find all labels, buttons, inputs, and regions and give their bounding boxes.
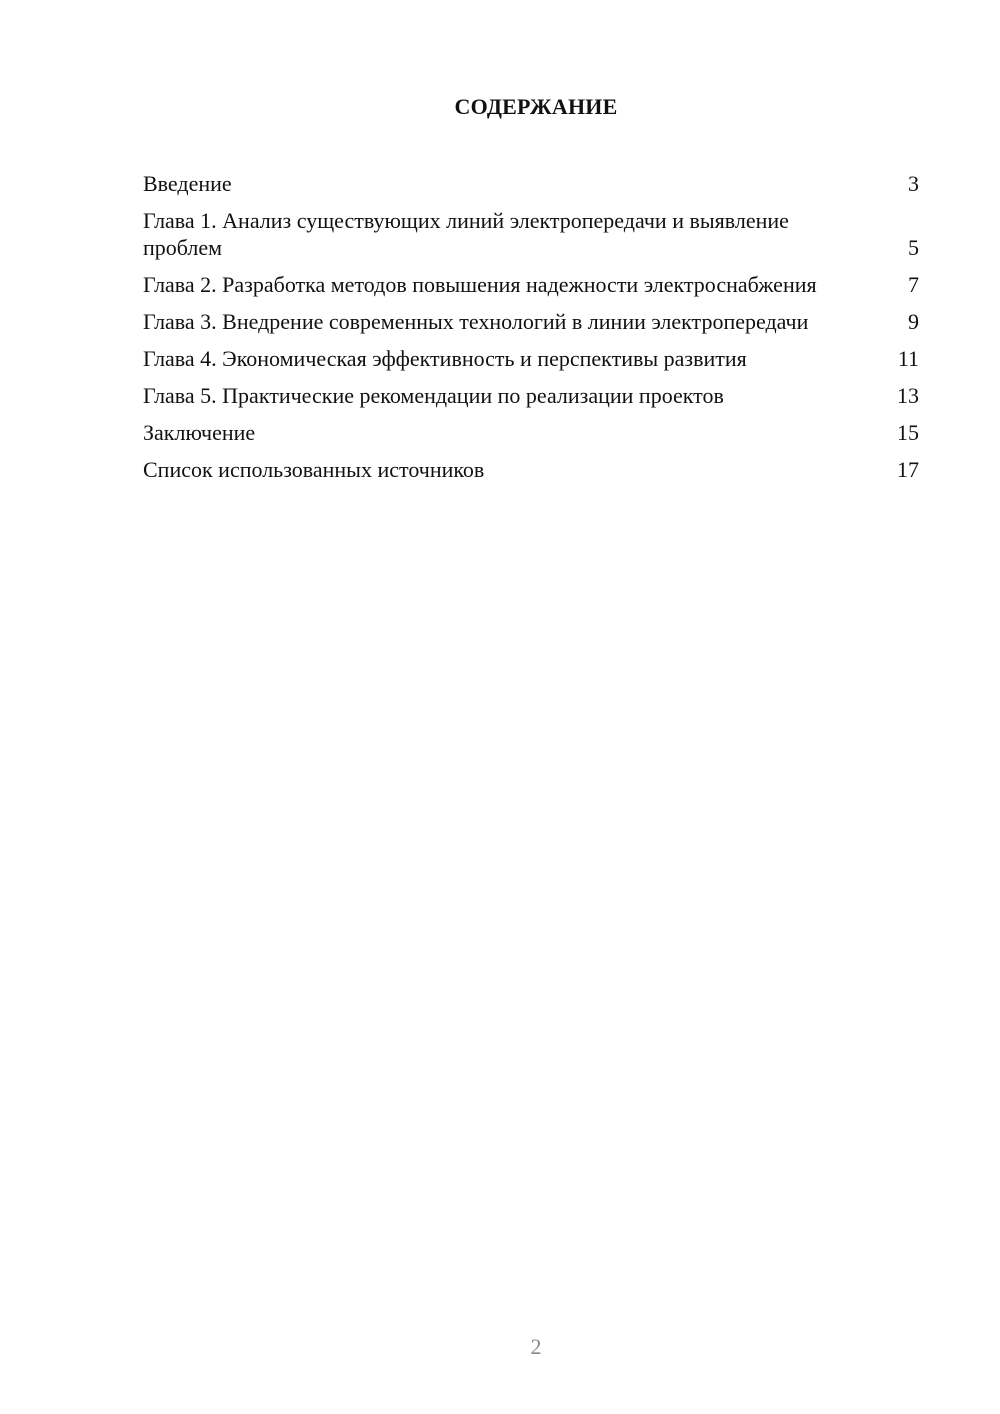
toc-entry-title: Глава 4. Экономическая эффективность и перспективы развития xyxy=(143,346,747,371)
toc-entry-chapter-2 xyxy=(143,271,919,298)
table-of-contents xyxy=(143,170,919,493)
toc-entry-chapter-1 xyxy=(143,207,919,261)
toc-entry-title: Глава 5. Практические рекомендации по реализации проектов xyxy=(143,383,724,408)
toc-entry-chapter-5 xyxy=(143,382,919,409)
toc-entry-conclusion xyxy=(143,419,919,446)
toc-entry-page: 13 xyxy=(897,383,919,408)
toc-entry-page: 17 xyxy=(897,457,919,482)
toc-entry-page: 7 xyxy=(908,272,919,297)
toc-entry-page: 11 xyxy=(897,346,919,371)
page-number: 2 xyxy=(530,1334,542,1359)
toc-entry-page: 15 xyxy=(897,420,919,445)
toc-entry-title: Введение xyxy=(143,171,232,196)
toc-entry-page: 9 xyxy=(908,309,919,334)
toc-entry-references xyxy=(143,456,919,483)
toc-entry-title: Заключение xyxy=(143,420,256,445)
toc-entry-page: 3 xyxy=(908,171,919,196)
toc-heading: СОДЕРЖАНИЕ xyxy=(454,94,618,119)
toc-entry-introduction xyxy=(143,170,919,197)
toc-entry-title: Список использованных источников xyxy=(143,457,485,482)
toc-entry-chapter-4 xyxy=(143,345,919,372)
toc-entry-title: Глава 1. Анализ существующих линий электропередачи и выявление проблем xyxy=(143,208,789,260)
toc-entry-page: 5 xyxy=(908,235,919,260)
toc-entry-title: Глава 2. Разработка методов повышения надежности электроснабжения xyxy=(143,272,817,297)
toc-entry-title: Глава 3. Внедрение современных технологий в линии электропередачи xyxy=(143,309,809,334)
toc-entry-chapter-3 xyxy=(143,308,919,335)
